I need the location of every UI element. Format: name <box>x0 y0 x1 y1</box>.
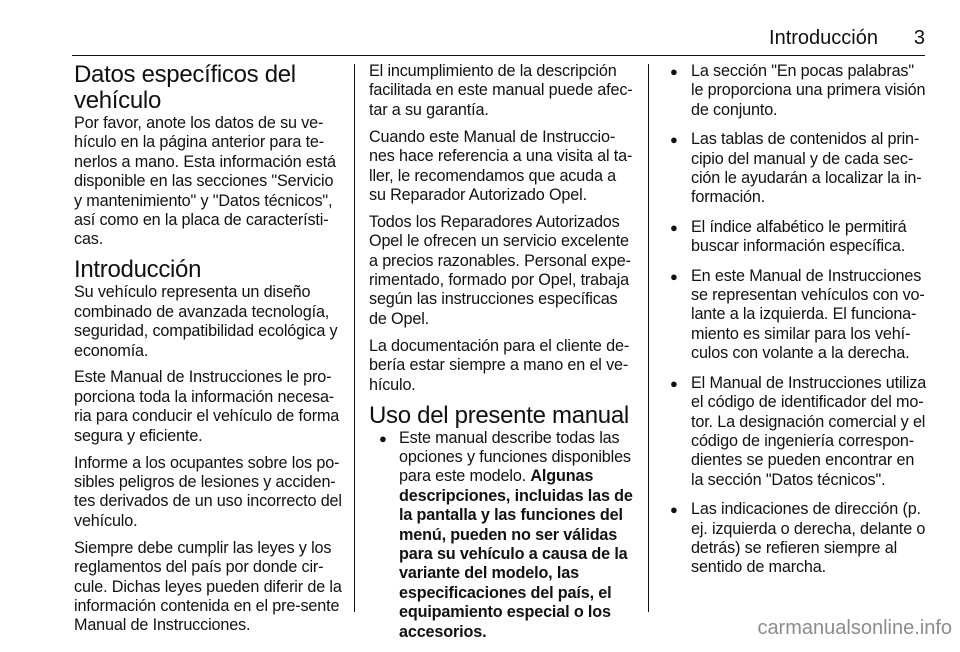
bullet-text: Las indicaciones de dirección (p. ej. izquierda o derecha, delante o detrás) se refieren siempre al sentido de marcha. <box>691 500 926 577</box>
bullet-text: El Manual de Instrucciones utiliza el código de identificador del mo-tor. La designación comercial y el código de ingeniería correspon-dientes se pueden encontrar en la sección "Datos técnicos". <box>691 373 927 489</box>
paragraph-col2-1: El incumplimiento de la descripción facilitada en este manual puede afec-tar a su garantía. <box>369 62 633 119</box>
bullet-text-bold: Algunas descripciones, incluidas las de la pantalla y las funciones del menú, pueden no ser válidas para su vehículo a causa de la variante del modelo, las especificaciones del país, el equipamiento especial o los accesorios. <box>399 467 633 641</box>
paragraph-intro-2: Este Manual de Instrucciones le pro-porciona toda la información necesa-ria para conducir el vehículo de forma segura y eficiente. <box>74 368 340 445</box>
bullet-icon: ● <box>670 375 678 391</box>
bullet-icon: ● <box>670 132 678 148</box>
list-item <box>664 500 929 578</box>
heading-datos-especificos: Datos específicos del vehículo <box>74 61 296 114</box>
bullet-text: La sección "En pocas palabras" le proporciona una primera visión de conjunto. <box>691 62 926 119</box>
bullet-icon: ● <box>670 502 678 518</box>
heading-introduccion: Introducción <box>74 256 202 284</box>
paragraph-col2-4: La documentación para el cliente de-bería estar siempre a mano en el ve-hículo. <box>369 336 630 394</box>
watermark: carmanualsonline.info <box>757 617 952 639</box>
header-rule <box>72 55 925 56</box>
bullet-icon: ● <box>670 219 678 235</box>
heading-uso-del-manual: Uso del presente manual <box>369 401 629 429</box>
bullet-text: Las tablas de contenidos al prin-cipio del manual y de cada sec-ción le ayudarán a localizar la in-formación. <box>691 130 922 207</box>
header-title: Introducción <box>769 27 878 49</box>
column-3-bullet-list <box>664 62 929 578</box>
column-2 <box>369 62 637 652</box>
bullet-icon: ● <box>670 64 678 79</box>
bullet-text: Este manual describe todas las opciones y funciones disponibles para este modelo. <box>399 428 631 486</box>
bullet-icon: ● <box>379 430 387 446</box>
bullet-text: El índice alfabético le permitirá buscar información específica. <box>691 217 907 256</box>
paragraph-col2-3: Todos los Reparadores Autorizados Opel le ofrecen un servicio excelente a precios razonables. Personal expe-rimentado, formado por Opel, trabaja según las instrucciones específicas de Opel. <box>369 212 631 328</box>
column-1 <box>74 62 344 643</box>
list-item <box>664 130 929 208</box>
column-divider-1 <box>354 64 355 612</box>
bullet-icon: ● <box>670 268 678 284</box>
paragraph-intro-3: Informe a los ocupantes sobre los po-sibles peligros de lesiones y acciden-tes derivados de un uso incorrecto del vehículo. <box>74 453 342 530</box>
page-header <box>0 0 960 56</box>
paragraph-datos: Por favor, anote los datos de su ve-hículo en la página anterior para te-nerlos a mano. Esta información está disponible en las secciones "Servicio y mantenimiento" y "Datos técnicos", así como en la placa de característi-cas. <box>74 114 336 249</box>
paragraph-col2-2: Cuando este Manual de Instruccio-nes hace referencia a una visita al ta-ller, le recomendamos que acuda a su Reparador Autorizado Opel. <box>369 127 633 204</box>
list-item <box>664 62 929 120</box>
column-3 <box>664 62 929 588</box>
column-divider-2 <box>648 64 649 612</box>
page-number: 3 <box>913 27 925 49</box>
paragraph-intro-1: Su vehículo representa un diseño combinado de avanzada tecnología, seguridad, compatibilidad ecológica y economía. <box>74 283 338 360</box>
list-item <box>664 374 929 490</box>
paragraph-intro-4: Siempre debe cumplir las leyes y los reglamentos del país por donde cir-cule. Dichas leyes pueden diferir de la información contenida en el pre-sente Manual de Instrucciones. <box>74 538 342 635</box>
bullet-text: En este Manual de Instrucciones se representan vehículos con vo-lante a la izquierda. El funciona-miento es similar para los vehí-culos con volante a la derecha. <box>691 266 925 363</box>
uso-bullet-list <box>369 429 637 642</box>
list-item <box>369 429 637 642</box>
list-item <box>664 218 929 257</box>
list-item <box>664 267 929 364</box>
